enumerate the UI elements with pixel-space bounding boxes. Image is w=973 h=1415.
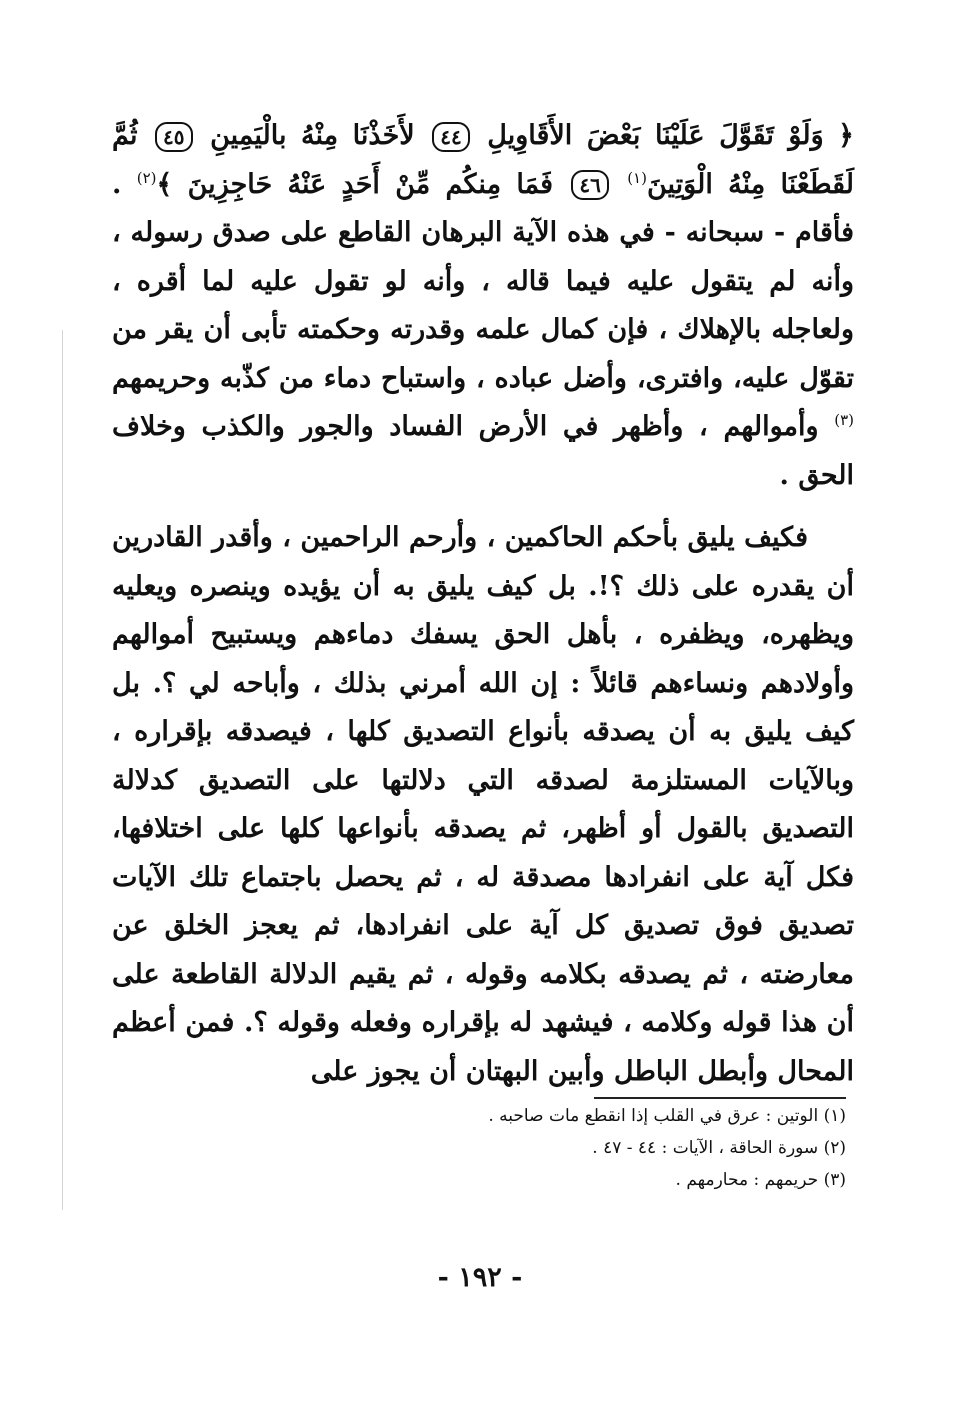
ayah-number-46: ٤٦ bbox=[571, 170, 608, 200]
paragraph-2: فكيف يليق بأحكم الحاكمين ، وأرحم الراحمين ، وأقدر القادرين أن يقدره على ذلك ؟!. بل كيف يليق به أن يؤيده وينصره ويعليه ويظهره، ويظفره ، بأهل الحق يسفك دماءهم ويستبيح أموالهم وأولادهم ونساءهم قائلاً : إن الله أمرني بذلك ، وأباحه لي ؟. بل كيف يليق به أن يصدقه بأنواع التصديق كلها ، فيصدقه بإقراره ، وبالآيات المستلزمة لصدقه التي دلالتها على التصديق كدلالة التصديق بالقول أو أظهر، ثم يصدقه بأنواعها كلها على اختلافها، فكل آية على انفرادها مصدقة له ، ثم يحصل باجتماع تلك الآيات تصديق فوق تصديق كل آية على انفرادها، ثم يعجز الخلق عن معارضته ، ثم يصدقه بكلامه وقوله ، ثم يقيم الدلالة القاطعة على أن هذا قوله وكلامه ، فيشهد له بإقراره وفعله وقوله ؟. فمن أعظم المحال وأبطل الباطل وأبين البهتان أن يجوز على bbox=[112, 522, 854, 1087]
footnote-3: (٣) حريمهم : محارمهم . bbox=[675, 1170, 846, 1190]
quran-verse-44: ﴿ وَلَوْ تَقَوَّلَ عَلَيْنَا بَعْضَ الأَقَاوِيلِ bbox=[487, 120, 854, 151]
footnote-1: (١) الوتين : عرق في القلب إذا انقطع مات صاحبه . bbox=[488, 1106, 846, 1126]
paragraph-1 bbox=[112, 112, 854, 500]
footnote-marker-2: (٢) bbox=[136, 168, 157, 187]
paragraph-1-text-b: وأموالهم ، وأظهر في الأرض الفساد والجور والكذب وخلاف الحق . bbox=[112, 411, 854, 491]
paragraph-1-text-a: . فأقام - سبحانه - في هذه الآية البرهان القاطع على صدق رسوله ، وأنه لم يتقول عليه فيما قاله ، وأنه لو تقول عليه لما أقره ، ولعاجله بالإهلاك ، فإن كمال علمه وقدرته وحكمته تأبى أن يقر من تقوّل عليه، وافترى، وأضل عباده ، واستباح دماء من كذّبه وحريمهم bbox=[112, 168, 854, 394]
quran-verse-45: لأَخَذْنَا مِنْهُ بالْيَمِينِ bbox=[210, 120, 415, 151]
quran-verse-46: ثُمَّ لَقَطَعْنَا مِنْهُ الْوَتِينَ bbox=[112, 120, 854, 200]
ayah-number-45: ٤٥ bbox=[155, 122, 192, 152]
footnote-marker-3: (٣) bbox=[834, 411, 854, 429]
footnote-separator bbox=[594, 1097, 846, 1099]
footnote-marker-1: (١) bbox=[627, 168, 647, 187]
footnote-2: (٢) سورة الحاقة ، الآيات : ٤٤ - ٤٧ . bbox=[592, 1138, 846, 1158]
footnotes bbox=[300, 1100, 846, 1196]
page-number: - ١٩٢ - bbox=[437, 1262, 523, 1293]
scan-edge-line bbox=[62, 330, 63, 1210]
quran-verse-47: فَمَا مِنكُم مِّنْ أَحَدٍ عَنْهُ حَاجِزِينَ ﴾ bbox=[156, 168, 554, 200]
ayah-number-44: ٤٤ bbox=[432, 122, 469, 152]
